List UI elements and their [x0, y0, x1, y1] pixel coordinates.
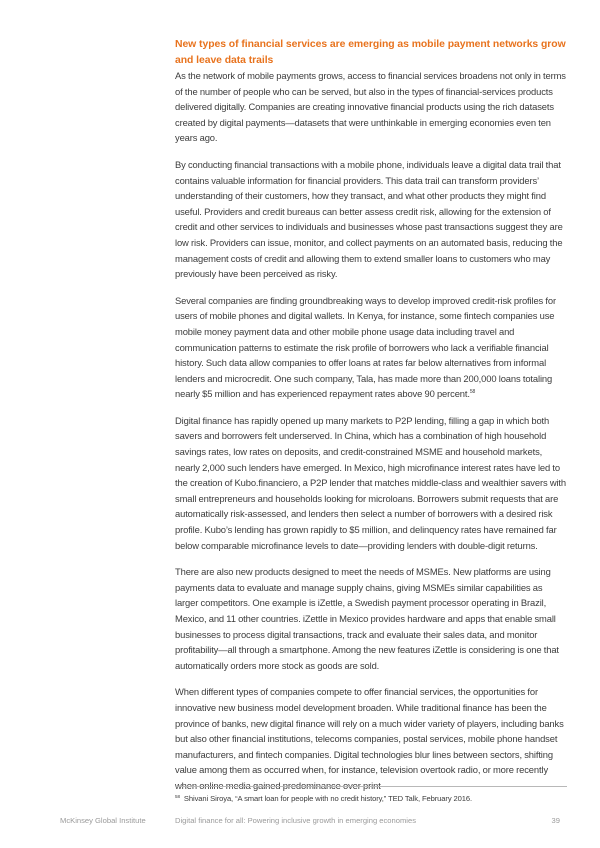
- paragraph-3: [175, 293, 567, 402]
- paragraph-1: As the network of mobile payments grows, access to financial services broadens not only in terms of the number of people who can be served, but also in the types of financial-services products delivered digitally. Companies are creating innovative financial products using the rich datasets created by digital payments—datasets that were unthinkable in emerging economies even ten years ago.: [175, 70, 566, 144]
- paragraph-4: Digital finance has rapidly opened up many markets to P2P lending, filling a gap in which both savers and borrowers felt underserved. In China, which has a combination of high household savings rates, low rates on deposits, and credit-constrained MSME and household markets, nearly 2,000 such lenders have emerged. In Mexico, high microfinance interest rates have led to the creation of Kubo.financiero, a P2P lender that matches middle-class and wealthier savers with small entrepreneurs and households looking for microloans. Borrowers submit requests that are automatically risk-assessed, and lenders then select a number of borrowers with a desired risk profile. Kubo’s lending has grown rapidly to $5 million, and delinquency rates have remained far below comparable microfinance levels to date—providing lenders with double-digit returns.: [175, 414, 567, 551]
- main-column: [175, 37, 567, 805]
- footer-report-title: Digital finance for all: Powering inclusive growth in emerging economies: [175, 816, 417, 825]
- paragraph-6: When different types of companies compete to offer financial services, the opportunities for innovative new business model development broaden. While traditional finance has been the province of banks, new digital finance will rely on a much wider variety of players, including banks but also other financial institutions, telecoms companies, postal services, mobile phone handset manufacturers, and fintech companies. Digital technologies blur lines between sectors, shifting value among them as occurred when, for instance, television overtook radio, or more recently when online media gained predominance over print: [175, 686, 564, 791]
- paragraph-2: By conducting financial transactions with a mobile phone, individuals leave a digital data trail that contains valuable information for financial providers. This data trail can transform providers’ understanding of their customers, how they transact, and what other products they might find useful. Providers and credit bureaus can better assess credit risk, allowing for the extension of credit and other services to individuals and businesses whose past transactions suggest they are low risk. Providers can issue, monitor, and collect payments on an automated basis, reducing the management costs of credit and allowing them to extend smaller loans to customers who may previously have been perceived as risky.: [175, 158, 563, 280]
- section-heading: New types of financial services are emerging as mobile payment networks grow and leave data trails: [175, 39, 566, 66]
- footnote-reference[interactable]: 58: [469, 389, 476, 396]
- page-number: 39: [551, 816, 560, 825]
- footnote-divider: [175, 786, 567, 787]
- footnote-number: 58: [175, 794, 180, 799]
- paragraph-5: There are also new products designed to meet the needs of MSMEs. New platforms are using payments data to evaluate and manage supply chains, giving MSMEs similar capabilities as larger competitors. One example is iZettle, a Swedish payment processor operating in Brazil, Mexico, and 11 other countries. iZettle in Mexico provides hardware and apps that enable small businesses to process digital transactions, track and evaluate their sales data, and monitor profitability—all through a smartphone. Among the new features iZettle is considering is one that automatically orders more stock as goods are sold.: [175, 566, 559, 671]
- paragraph-3-text: Several companies are finding groundbreaking ways to develop improved credit-risk profiles for users of mobile phones and digital wallets. In Kenya, for instance, some fintech companies use mobile money payment data and other mobile phone usage data including travel and communication patterns to estimate the risk profile of borrowers who lack a verifiable financial history. Such data allow companies to offer loans at rates far below alternatives from informal lenders and microcredit. One such company, Tala, has made more than 200,000 loans totaling nearly $5 million and has experienced repayment rates above 90 percent.: [175, 294, 556, 400]
- footer-publisher: McKinsey Global Institute: [60, 816, 146, 825]
- footnote: [175, 793, 567, 804]
- footnote-text: Shivani Siroya, “A smart loan for people with no credit history,” TED Talk, February 2016.: [183, 794, 473, 803]
